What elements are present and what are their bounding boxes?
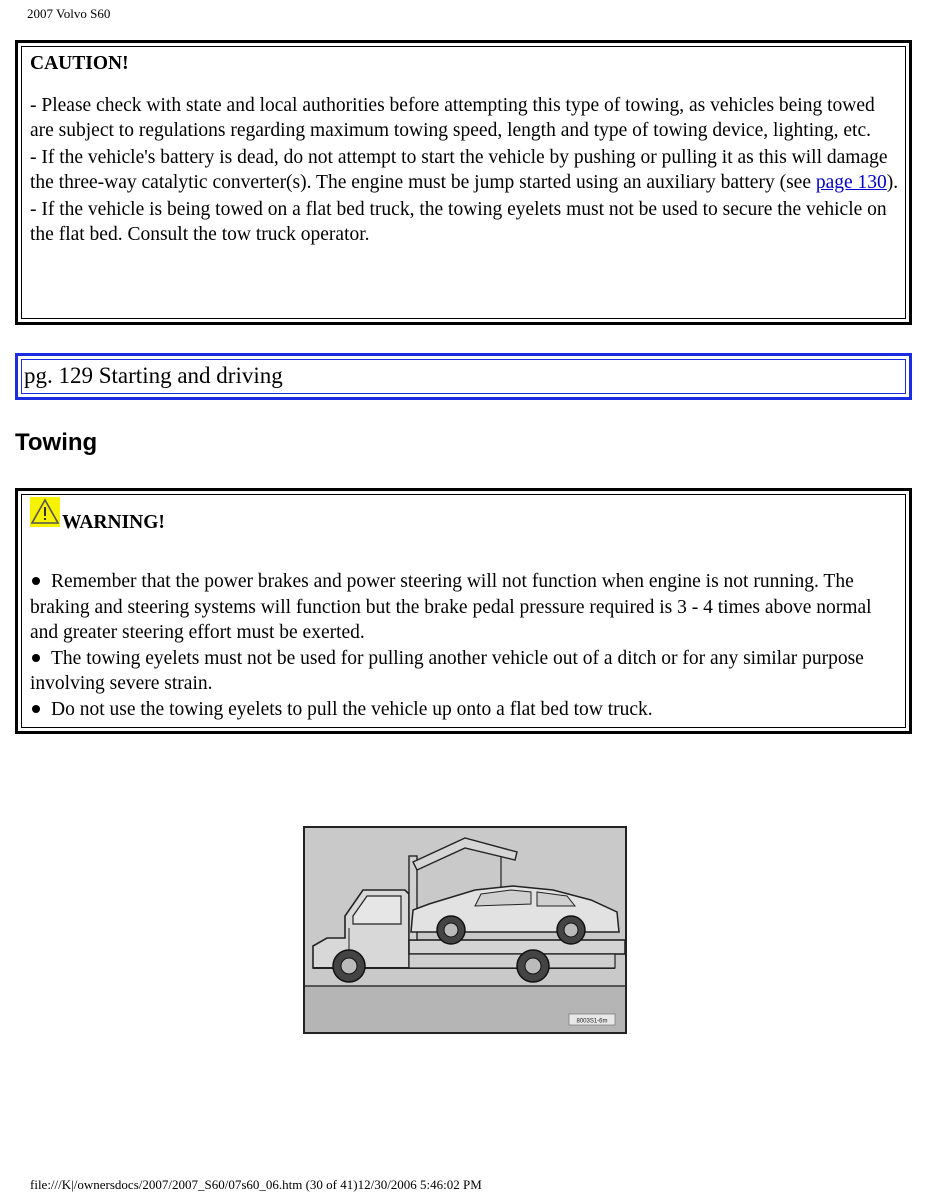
page-section-title: pg. 129 Starting and driving <box>24 363 283 388</box>
section-heading: Towing <box>15 429 98 456</box>
print-footer: file:///K|/ownersdocs/2007/2007_S60/07s60_06.htm (30 of 41)12/30/2006 5:46:02 PM <box>30 1177 482 1192</box>
page-130-link[interactable]: page 130 <box>815 172 887 193</box>
print-header: 2007 Volvo S60 <box>27 6 111 21</box>
warning-item-3 <box>30 697 899 723</box>
caution-paragraph-3: - If the vehicle is being towed on a flat bed truck, the towing eyelets must not be used to secure the vehicle on the flat bed. Consult the tow truck operator. <box>30 198 887 245</box>
warning-item-3-text: Do not use the towing eyelets to pull the vehicle up onto a flat bed tow truck. <box>51 698 653 720</box>
caution-paragraph-2-suffix: ). <box>886 172 899 193</box>
tow-truck-drawing <box>305 828 625 1032</box>
page-section-bar <box>15 353 912 400</box>
warning-item-1-text: Remember that the power brakes and power steering will not function when engine is not running. The braking and steering systems will function but the brake pedal pressure required is 3 - 4 times above normal and greater steering effort must be exerted. <box>30 571 872 643</box>
warning-item-1 <box>30 569 899 646</box>
warning-title: WARNING! <box>62 511 165 533</box>
figure-code: 8003S1-6m <box>576 1018 608 1025</box>
warning-item-2-text: The towing eyelets must not be used for pulling another vehicle out of a ditch or for any similar purpose involving severe strain. <box>30 647 864 694</box>
warning-triangle-icon <box>30 497 60 527</box>
warning-box <box>15 488 912 734</box>
bullet-icon <box>32 705 40 713</box>
warning-item-2 <box>30 646 899 697</box>
caution-paragraph-2-text: - If the vehicle's battery is dead, do not attempt to start the vehicle by pushing or pulling it as this will damage the three-way catalytic converter(s). The engine must be jump started using an auxiliary battery (see <box>30 146 888 193</box>
caution-title: CAUTION! <box>30 53 129 74</box>
warning-header <box>30 503 899 535</box>
caution-paragraph-2 <box>30 145 899 196</box>
caution-box <box>15 40 912 325</box>
bullet-icon <box>32 577 40 585</box>
caution-paragraph-1: - Please check with state and local authorities before attempting this type of towing, as vehicles being towed are subject to regulations regarding maximum towing speed, length and type of towing device, lighting, etc. <box>30 94 875 141</box>
bullet-icon <box>32 654 40 662</box>
tow-truck-illustration <box>303 826 627 1034</box>
